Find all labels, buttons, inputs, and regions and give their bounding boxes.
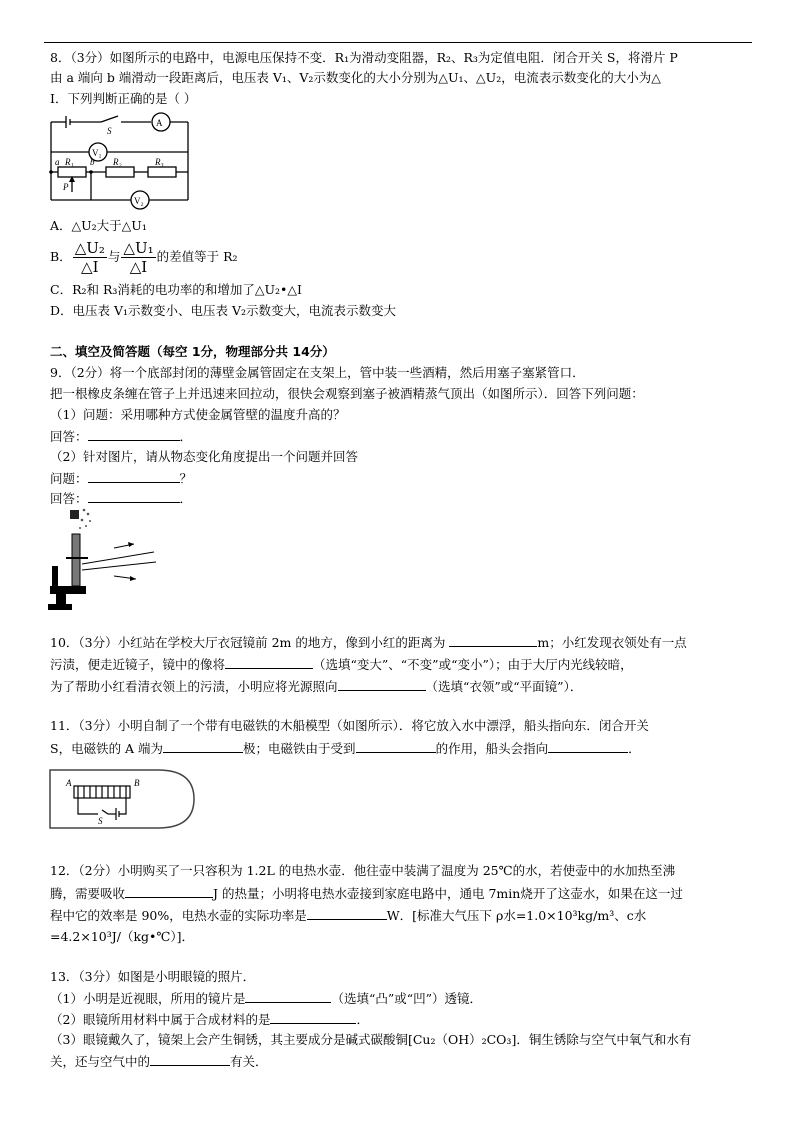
- q9-q2-answer: 回答： ．: [50, 491, 193, 506]
- q13-line1: 13．（3分）如图是小明眼镜的照片．: [50, 969, 256, 984]
- answer-blank[interactable]: [270, 1011, 356, 1024]
- q8-stem-line2: 由 a 端向 b 端滑动一段距离后，电压表 V₁、V₂示数变化的大小分别为△U₁、△U₂，电流表示数变化的大小为△: [50, 70, 661, 85]
- q11-line1: 11．（3分）小明自制了一个带有电磁铁的木船模型（如图所示）．将它放入水中漂浮，船头指向东．闭合开关: [50, 718, 649, 733]
- q8-stem-line3: I．下列判断正确的是（ ）: [50, 91, 197, 106]
- q11-line2: S，电磁铁的 A 端为 极；电磁铁由于受到 的作用，船头会指向 ．: [50, 741, 641, 756]
- q8-option-a: A．△U₂大于△U₁: [50, 218, 147, 233]
- end-b-label: B: [134, 778, 140, 788]
- q9-question2: （2）针对图片，请从物态变化角度提出一个问题并回答: [50, 449, 358, 464]
- q9-question1: （1）问题：采用哪种方式使金属管壁的温度升高的？: [50, 407, 346, 422]
- section-heading: 二、填空及简答题（每空 1分，物理部分共 14分）: [50, 344, 335, 359]
- q10-line3: 为了帮助小红看清衣领上的污渍，小明应将光源照向 （选填“衣领”或“平面镜”）．: [50, 679, 583, 694]
- q12-line3: 程中它的效率是 90%，电热水壶的实际功率是 W．[标准大气压下 ρ水=1.0×10³kg/m³、c水: [50, 908, 647, 923]
- q9-answer1: 回答： ．: [50, 429, 193, 444]
- q12-line2: 腾，需要吸收 J 的热量；小明将电热水壶接到家庭电路中，通电 7min烧开了这壶水，如果在这一过: [50, 886, 683, 901]
- answer-blank[interactable]: [88, 428, 180, 441]
- fraction-du1-di: $\frac{\text{△U₁}}{\triangle I}$: [123, 239, 154, 276]
- v2-label: V₂: [134, 196, 144, 206]
- header-rule: [44, 42, 752, 43]
- q9-stem-line1: 9．（2分）将一个底部封闭的薄壁金属管固定在支架上，管中装一些酒精，然后用塞子塞紧管口．: [50, 365, 585, 380]
- answer-blank[interactable]: [163, 740, 243, 753]
- q12-line1: 12．（2分）小明购买了一只容积为 1.2L 的电热水壶．他往壶中装满了温度为 25℃的水，若使壶中的水加热至沸: [50, 863, 676, 878]
- q13-line5: 关，还与空气中的 有关．: [50, 1054, 268, 1069]
- answer-blank[interactable]: [449, 634, 537, 647]
- answer-blank[interactable]: [88, 470, 180, 483]
- answer-blank[interactable]: [548, 740, 628, 753]
- q8-option-b: B． $\frac{\text{△U₂}}{\triangle I}$ 与 $\frac{\text{△U₁}}{\triangle I}$ 的差值等于 R₂: [50, 239, 238, 276]
- q8-option-c: C．R₂和 R₃消耗的电功率的和增加了△U₂•△I: [50, 282, 302, 297]
- switch-label: S: [107, 126, 112, 136]
- q13-line2: （1）小明是近视眼，所用的镜片是 （选填“凸”或“凹”）透镜．: [50, 991, 483, 1006]
- q12-line4: =4.2×10³J/（kg•℃）]．: [50, 929, 195, 944]
- end-a-label: a: [55, 157, 60, 167]
- q8-circuit-diagram: [46, 112, 196, 212]
- q9-stem-line2: 把一根橡皮条缠在管子上并迅速来回拉动，很快会观察到塞子被酒精蒸气顶出（如图所示）．回答下列问题：: [50, 386, 644, 401]
- answer-blank[interactable]: [88, 490, 180, 503]
- ammeter-label: A: [156, 118, 163, 128]
- v1-label: V₁: [92, 148, 102, 158]
- answer-blank[interactable]: [225, 656, 313, 669]
- q10-line1: 10．（3分）小红站在学校大厅衣冠镜前 2m 的地方，像到小红的距离为 m；小红发现衣领处有一点: [50, 635, 687, 650]
- q8-option-d: D．电压表 V₁示数变小、电压表 V₂示数变大，电流表示数变大: [50, 303, 397, 318]
- q11-boat-figure: [48, 766, 196, 832]
- q13-line4: （3）眼镜戴久了，镜架上会产生铜锈，其主要成分是碱式碳酸铜[Cu₂（OH）₂CO₃]．铜生锈除与空气中氧气和水有: [50, 1032, 692, 1047]
- r3-label: R₃: [155, 157, 164, 167]
- end-a-label: A: [66, 778, 72, 788]
- r1-label: R₁: [65, 157, 74, 167]
- q8-stem-line1: 8．（3分）如图所示的电路中，电源电压保持不变．R₁为滑动变阻器，R₂、R₃为定值电阻．闭合开关 S，将滑片 P: [50, 50, 678, 65]
- q9-metal-tube-figure: [44, 506, 164, 616]
- q10-line2: 污渍，便走近镜子，镜中的像将 （选填“变大”、“不变”或“变小”）；由于大厅内光线较暗，: [50, 657, 633, 672]
- end-b-label: b: [90, 157, 95, 167]
- q13-line3: （2）眼镜所用材料中属于合成材料的是 ．: [50, 1012, 369, 1027]
- answer-blank[interactable]: [338, 678, 426, 691]
- answer-blank[interactable]: [125, 885, 213, 898]
- switch-label: S: [98, 816, 103, 826]
- r2-label: R₂: [113, 157, 122, 167]
- answer-blank[interactable]: [150, 1053, 230, 1066]
- answer-blank[interactable]: [307, 907, 387, 920]
- slider-p-label: P: [63, 182, 69, 192]
- answer-blank[interactable]: [245, 990, 331, 1003]
- q9-q2-question: 问题： ？: [50, 471, 193, 486]
- answer-blank[interactable]: [356, 740, 436, 753]
- fraction-du2-di: $\frac{\text{△U₂}}{\triangle I}$: [74, 239, 105, 276]
